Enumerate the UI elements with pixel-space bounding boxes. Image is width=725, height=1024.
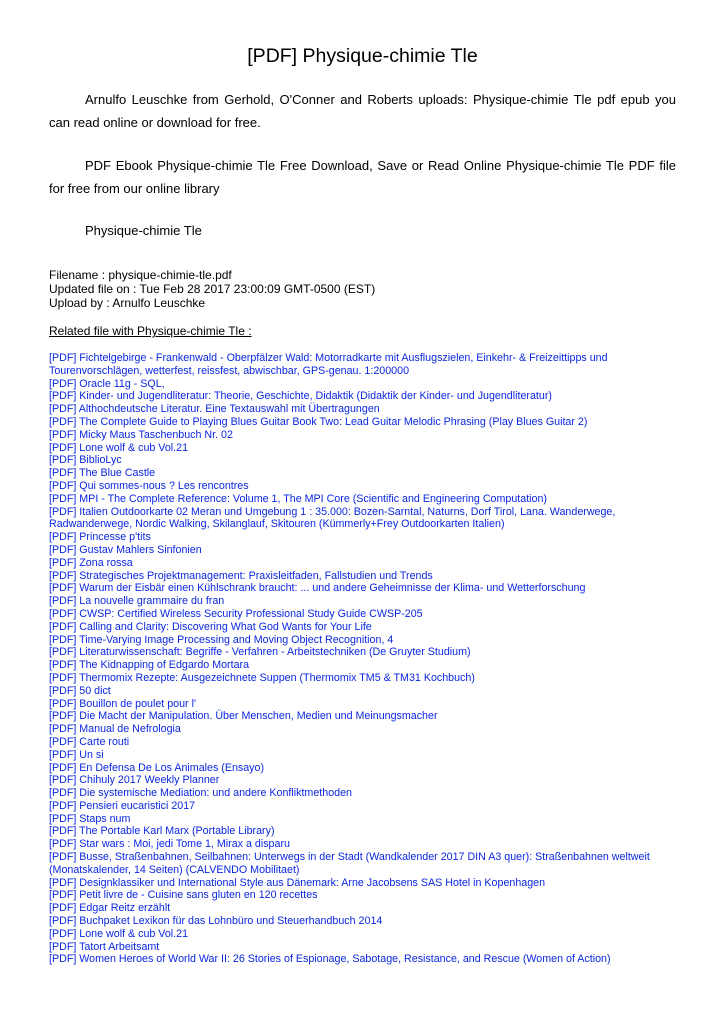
- related-link-item: [49, 646, 679, 659]
- related-link[interactable]: [PDF] Gustav Mahlers Sinfonien: [49, 543, 202, 556]
- related-link-item: [49, 774, 679, 787]
- related-link-item: [49, 659, 679, 672]
- related-link[interactable]: [PDF] BiblioLyc: [49, 454, 122, 467]
- related-link-item: [49, 557, 679, 570]
- related-link[interactable]: [PDF] Star wars : Moi, jedi Tome 1, Mirax a disparu: [49, 838, 290, 851]
- related-link-item: [49, 621, 679, 634]
- related-link-item: [49, 416, 679, 429]
- related-link[interactable]: [PDF] Busse, Straßenbahnen, Seilbahnen: Unterwegs in der Stadt (Wandkalender 2017 DIN A3 quer): Straßenbahnen weltweit (Monatskalender, 14 Seiten) (CALVENDO Mobilitaet): [49, 851, 650, 876]
- related-link[interactable]: [PDF] The Blue Castle: [49, 467, 156, 480]
- related-link[interactable]: [PDF] Althochdeutsche Literatur. Eine Textauswahl mit Übertragungen: [49, 403, 380, 416]
- related-link[interactable]: [PDF] Time-Varying Image Processing and Moving Object Recognition, 4: [49, 633, 394, 646]
- related-link[interactable]: [PDF] Staps num: [49, 812, 131, 825]
- related-link-item: [49, 736, 679, 749]
- related-link-item: [49, 941, 679, 954]
- related-link[interactable]: [PDF] Buchpaket Lexikon für das Lohnbüro und Steuerhandbuch 2014: [49, 915, 383, 928]
- related-link-item: [49, 800, 679, 813]
- related-link-item: [49, 915, 679, 928]
- related-link-item: [49, 672, 679, 685]
- related-link-item: [49, 544, 679, 557]
- related-link[interactable]: [PDF] Lone wolf & cub Vol.21: [49, 441, 189, 454]
- related-link-item: [49, 749, 679, 762]
- related-link-item: [49, 838, 679, 851]
- related-link[interactable]: [PDF] Bouillon de poulet pour l': [49, 697, 197, 710]
- related-link[interactable]: [PDF] Kinder- und Jugendliteratur: Theorie, Geschichte, Didaktik (Didaktik der Kinder- und Jugendliteratur): [49, 390, 552, 403]
- related-link[interactable]: [PDF] Un si: [49, 748, 104, 761]
- related-link-item: [49, 480, 679, 493]
- related-link-item: [49, 390, 679, 403]
- related-link[interactable]: [PDF] 50 dict: [49, 684, 111, 697]
- related-link[interactable]: [PDF] Fichtelgebirge - Frankenwald - Oberpfälzer Wald: Motorradkarte mit Ausflugszielen, Einkehr- & Freizeittipps und Tourenvorschlägen, wetterfest, reissfest, abwischbar, GPS-genau. 1:200000: [49, 352, 608, 377]
- related-link[interactable]: [PDF] Calling and Clarity: Discovering What God Wants for Your Life: [49, 620, 372, 633]
- related-link-item: [49, 454, 679, 467]
- related-link-item: [49, 493, 679, 506]
- related-link[interactable]: [PDF] Zona rossa: [49, 556, 133, 569]
- related-link[interactable]: [PDF] Edgar Reitz erzählt: [49, 902, 171, 915]
- description-paragraph: PDF Ebook Physique-chimie Tle Free Download, Save or Read Online Physique-chimie Tle PDF file for free from our online library: [49, 158, 676, 196]
- related-link-item: [49, 531, 679, 544]
- related-link[interactable]: [PDF] Die systemische Mediation: und andere Konfliktmethoden: [49, 787, 352, 800]
- book-name-paragraph: Physique-chimie Tle: [85, 223, 202, 238]
- related-link[interactable]: [PDF] Micky Maus Taschenbuch Nr. 02: [49, 428, 233, 441]
- related-link-item: [49, 378, 679, 391]
- related-link[interactable]: [PDF] Princesse p'tits: [49, 531, 151, 544]
- updated-line: Updated file on : Tue Feb 28 2017 23:00:09 GMT-0500 (EST): [49, 282, 376, 296]
- related-link-item: [49, 608, 679, 621]
- related-link[interactable]: [PDF] Designklassiker und International Style aus Dänemark: Arne Jacobsens SAS Hotel in Kopenhagen: [49, 876, 546, 889]
- related-link-item: [49, 953, 679, 966]
- related-link[interactable]: [PDF] Tatort Arbeitsamt: [49, 940, 160, 953]
- related-link-item: [49, 762, 679, 775]
- related-link[interactable]: [PDF] Pensieri eucaristici 2017: [49, 799, 196, 812]
- page-title: [PDF] Physique-chimie Tle: [247, 45, 478, 67]
- related-link-item: [49, 877, 679, 890]
- file-metadata: [49, 268, 375, 310]
- related-link[interactable]: [PDF] Manual de Nefrologia: [49, 723, 181, 736]
- related-link-item: [49, 570, 679, 583]
- related-link[interactable]: [PDF] La nouvelle grammaire du fran: [49, 595, 225, 608]
- related-link-item: [49, 442, 679, 455]
- related-link-item: [49, 851, 679, 877]
- related-link[interactable]: [PDF] Warum der Eisbär einen Kühlschrank braucht: ... und andere Geheimnisse der Klima- und Wetterforschung: [49, 582, 586, 595]
- filename-line: Filename : physique-chimie-tle.pdf: [49, 268, 232, 282]
- related-link-item: [49, 506, 679, 532]
- related-link-item: [49, 582, 679, 595]
- related-link-item: [49, 634, 679, 647]
- related-link[interactable]: [PDF] Die Macht der Manipulation. Über Menschen, Medien und Meinungsmacher: [49, 710, 438, 723]
- related-link[interactable]: [PDF] Lone wolf & cub Vol.21: [49, 927, 189, 940]
- related-link-item: [49, 467, 679, 480]
- related-link-item: [49, 595, 679, 608]
- related-link[interactable]: [PDF] Women Heroes of World War II: 26 Stories of Espionage, Sabotage, Resistance, and Rescue (Women of Action): [49, 953, 611, 966]
- related-link[interactable]: [PDF] Literaturwissenschaft: Begriffe - Verfahren - Arbeitstechniken (De Gruyter Studium): [49, 646, 471, 659]
- related-link[interactable]: [PDF] CWSP: Certified Wireless Security Professional Study Guide CWSP-205: [49, 607, 423, 620]
- upload-by-line: Upload by : Arnulfo Leuschke: [49, 296, 206, 310]
- related-link-item: [49, 429, 679, 442]
- related-files-heading: Related file with Physique-chimie Tle :: [49, 324, 252, 338]
- related-link-item: [49, 813, 679, 826]
- related-link[interactable]: [PDF] Italien Outdoorkarte 02 Meran und Umgebung 1 : 35.000: Bozen-Sarntal, Naturns, Dorf Tirol, Lana. Wanderwege, Radwanderwege, Nordic Walking, Skilanglauf, Skitouren (Kümmerly+Frey Outdoorkarten Italien): [49, 505, 616, 531]
- related-link[interactable]: [PDF] Qui sommes-nous ? Les rencontres: [49, 479, 249, 492]
- related-link-item: [49, 685, 679, 698]
- related-links-list: [49, 352, 679, 966]
- related-link-item: [49, 710, 679, 723]
- related-link-item: [49, 889, 679, 902]
- related-link-item: [49, 352, 679, 378]
- related-link[interactable]: [PDF] MPI - The Complete Reference: Volume 1, The MPI Core (Scientific and Engineering Computation): [49, 492, 547, 505]
- related-link-item: [49, 698, 679, 711]
- related-link[interactable]: [PDF] Petit livre de - Cuisine sans gluten en 120 recettes: [49, 889, 318, 902]
- related-link-item: [49, 787, 679, 800]
- related-link[interactable]: [PDF] Chihuly 2017 Weekly Planner: [49, 774, 220, 787]
- related-link-item: [49, 902, 679, 915]
- related-link-item: [49, 403, 679, 416]
- related-link[interactable]: [PDF] Strategisches Projektmanagement: Praxisleitfaden, Fallstudien und Trends: [49, 569, 433, 582]
- related-link-item: [49, 825, 679, 838]
- related-link[interactable]: [PDF] En Defensa De Los Animales (Ensayo): [49, 761, 265, 774]
- intro-paragraph: Arnulfo Leuschke from Gerhold, O'Conner and Roberts uploads: Physique-chimie Tle pdf epub you can read online or download for free.: [49, 92, 676, 130]
- related-link[interactable]: [PDF] The Portable Karl Marx (Portable Library): [49, 825, 275, 838]
- related-link-item: [49, 723, 679, 736]
- related-link-item: [49, 928, 679, 941]
- related-link[interactable]: [PDF] The Kidnapping of Edgardo Mortara: [49, 659, 250, 672]
- related-link[interactable]: [PDF] Carte routi: [49, 735, 130, 748]
- related-link[interactable]: [PDF] Oracle 11g - SQL,: [49, 377, 165, 390]
- related-link[interactable]: [PDF] Thermomix Rezepte: Ausgezeichnete Suppen (Thermomix TM5 & TM31 Kochbuch): [49, 671, 475, 684]
- related-link[interactable]: [PDF] The Complete Guide to Playing Blues Guitar Book Two: Lead Guitar Melodic Phrasing (Play Blues Guitar 2): [49, 415, 588, 428]
